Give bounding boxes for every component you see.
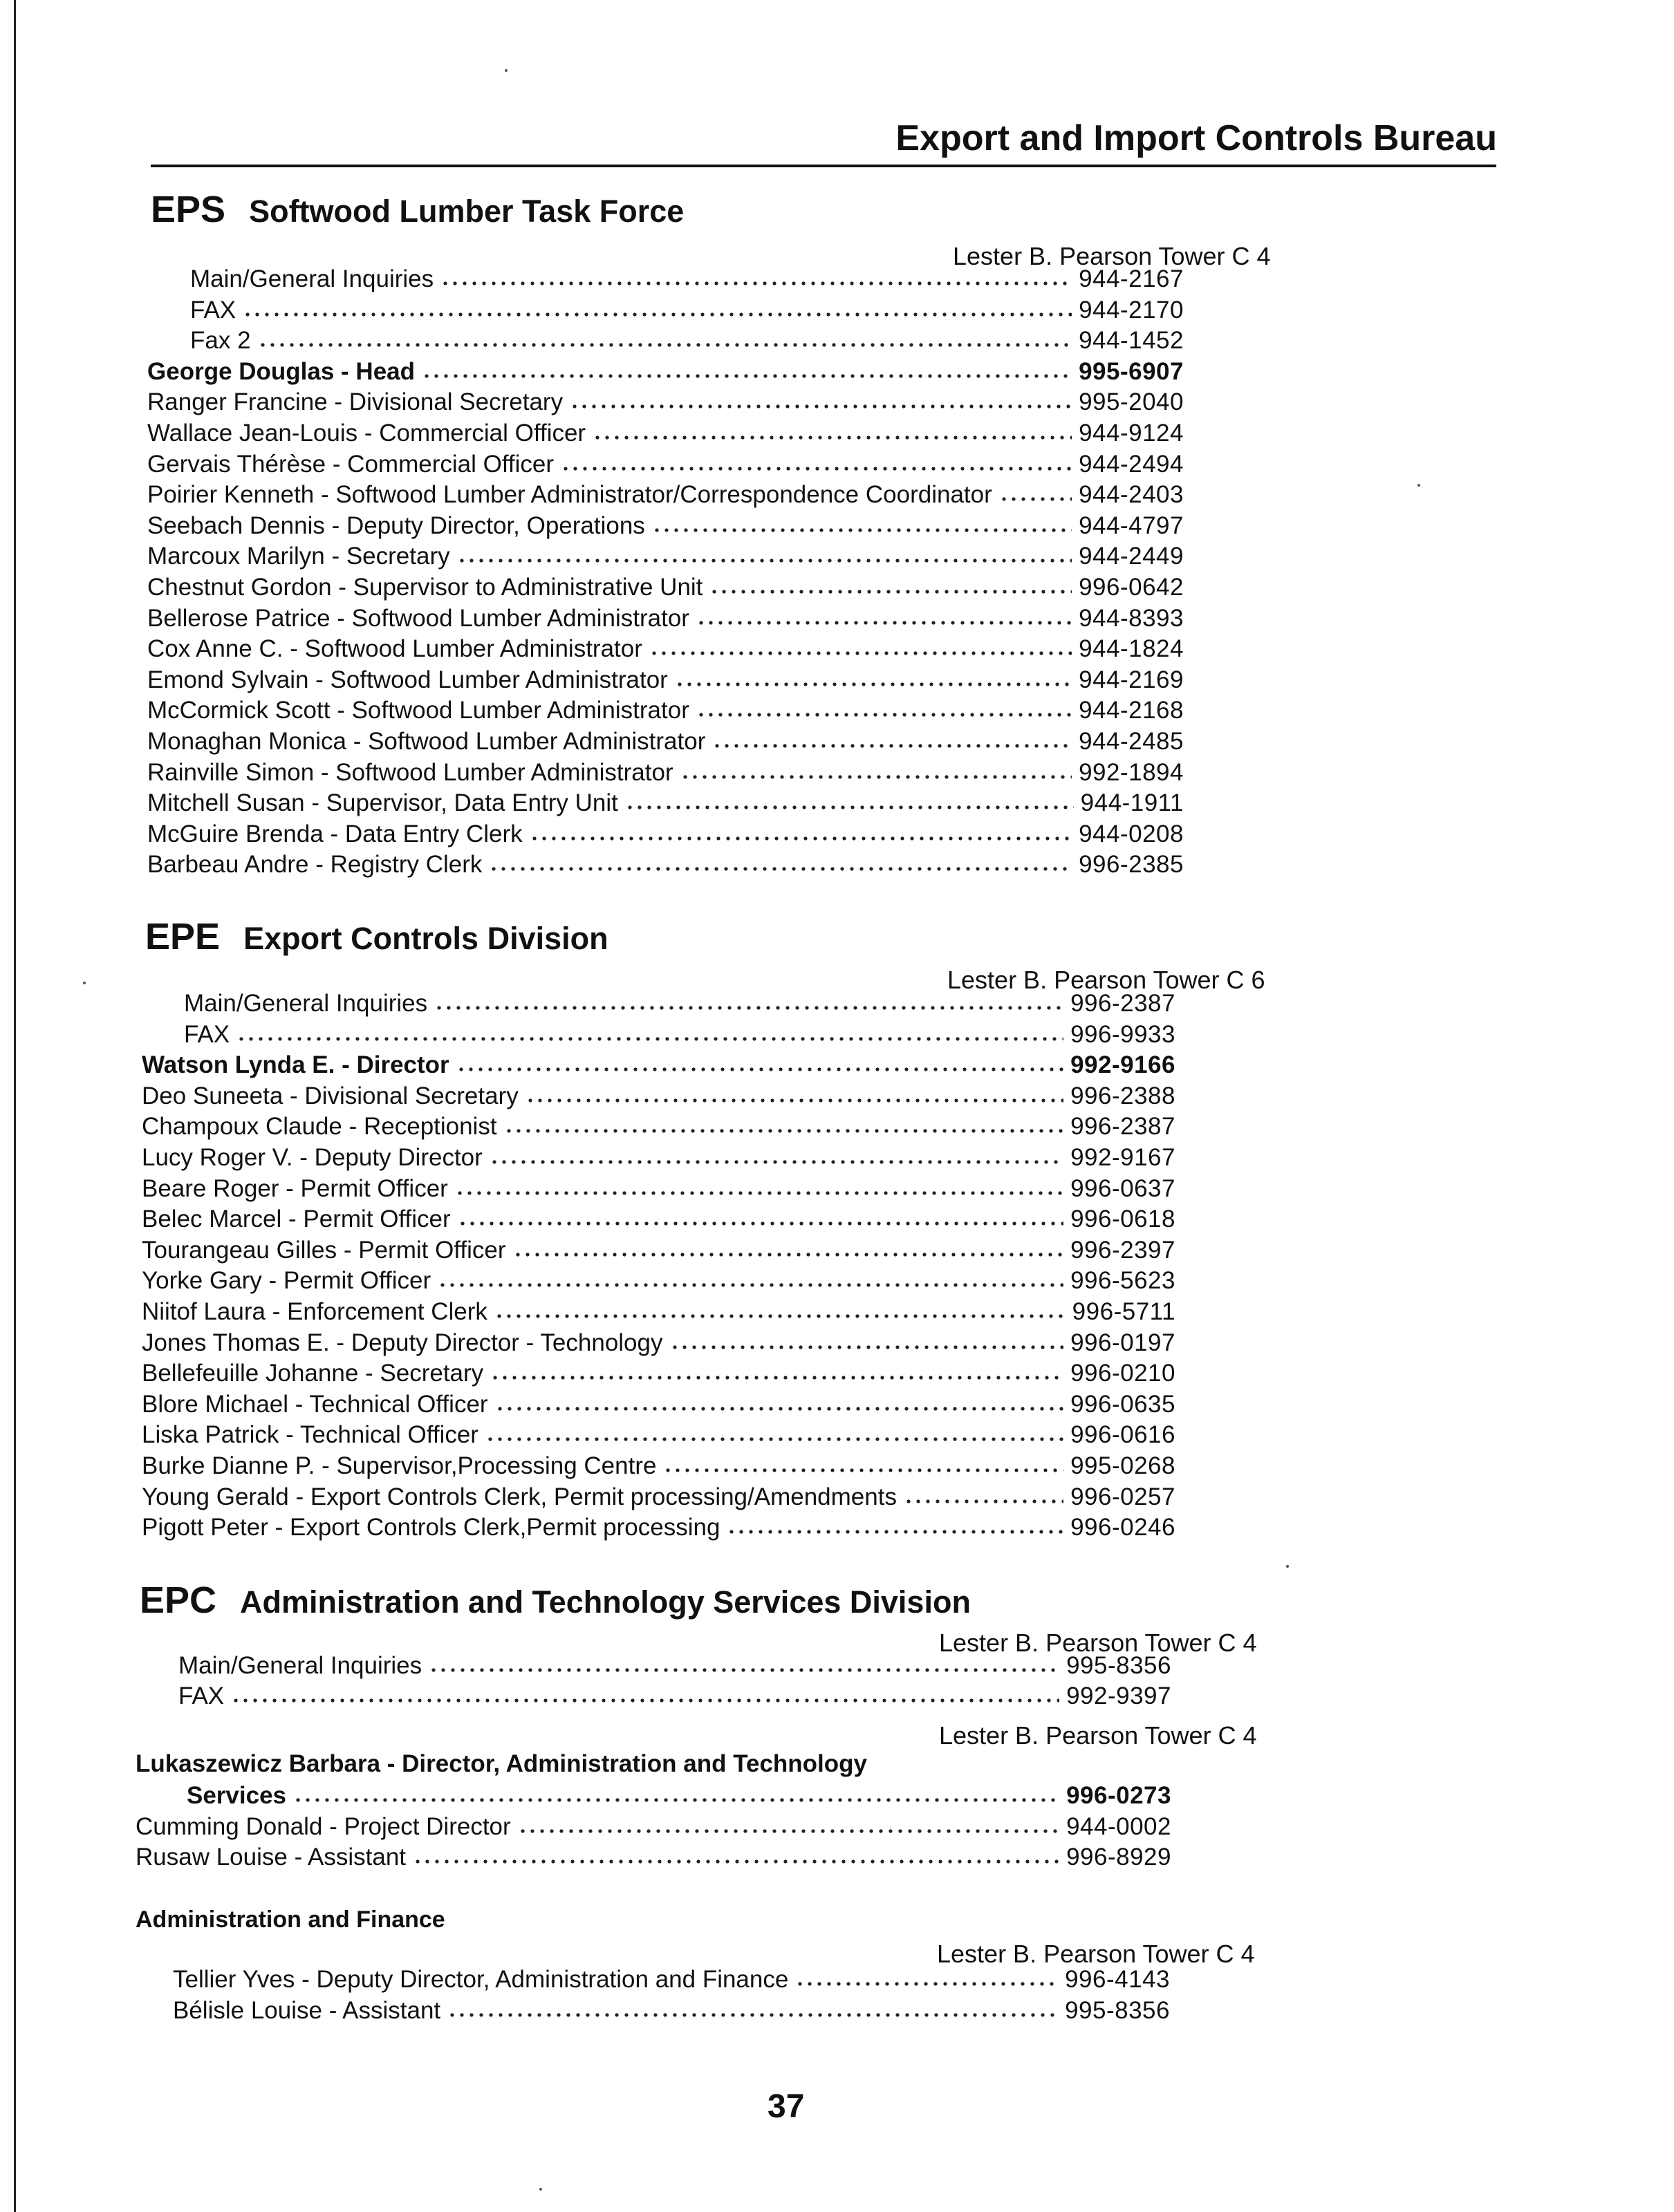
entry-name: Champoux Claude - Receptionist	[142, 1113, 497, 1141]
section-code: EPE	[145, 916, 221, 957]
entry-name: Beare Roger - Permit Officer	[142, 1174, 448, 1202]
dot-leader	[680, 772, 1072, 782]
directory-entry	[190, 294, 1184, 324]
directory-entry	[142, 1418, 1175, 1449]
entry-phone: 944-2169	[1079, 666, 1184, 693]
entry-phone: 996-0618	[1070, 1206, 1175, 1233]
entry-phone: 996-2385	[1079, 851, 1184, 879]
entry-name: Main/General Inquiries	[190, 265, 434, 292]
directory-entry	[147, 386, 1184, 416]
entry-phone: 996-2387	[1070, 990, 1175, 1017]
entry-name: Jones Thomas E. - Deputy Director - Technology	[142, 1329, 663, 1356]
entry-phone: 944-0002	[1066, 1812, 1171, 1840]
entry-name: Marcoux Marilyn - Secretary	[147, 543, 450, 570]
entry-name: Burke Dianne P. - Supervisor,Processing Centre	[142, 1452, 657, 1479]
entry-name: Liska Patrick - Technical Officer	[142, 1421, 478, 1449]
directory-entry	[184, 1018, 1175, 1049]
dot-leader	[518, 1826, 1059, 1836]
entry-name: Services	[187, 1782, 287, 1809]
entry-name: Young Gerald - Export Controls Clerk, Permit processing/Amendments	[142, 1483, 897, 1510]
dot-leader	[696, 618, 1072, 628]
dot-leader	[455, 1188, 1063, 1198]
page-number: 37	[768, 2088, 805, 2125]
dot-leader	[712, 741, 1072, 751]
section-title: Administration and Technology Services Division	[240, 1584, 971, 1620]
entry-name: Blore Michael - Technical Officer	[142, 1390, 488, 1418]
entry-phone: 996-2388	[1070, 1082, 1175, 1109]
entry-name: Main/General Inquiries	[178, 1652, 422, 1679]
dot-leader	[447, 2010, 1058, 2020]
entry-name: Rainville Simon - Softwood Lumber Administrator	[147, 758, 673, 786]
directory-entry	[147, 417, 1184, 447]
entry-phone: 996-0637	[1070, 1174, 1175, 1202]
entry-name: Monaghan Monica - Softwood Lumber Administrator	[147, 728, 706, 755]
entry-name: Poirier Kenneth - Softwood Lumber Administrator/Correspondence Coordinator	[147, 481, 992, 509]
directory-entry	[147, 448, 1184, 478]
directory-entry	[147, 571, 1184, 601]
directory-entry	[142, 1172, 1175, 1203]
subsection-heading-admin-finance: Administration and Finance	[136, 1906, 445, 1933]
entry-phone: 996-0273	[1066, 1782, 1171, 1809]
dot-leader	[625, 803, 1074, 812]
directory-entry	[147, 540, 1184, 570]
directory-entry	[147, 664, 1184, 694]
entry-phone: 995-0268	[1070, 1452, 1175, 1479]
entry-phone: 944-2403	[1079, 481, 1184, 509]
directory-entry	[178, 1680, 1171, 1710]
dot-leader	[422, 371, 1072, 381]
directory-entry	[184, 987, 1175, 1018]
section-heading-eps	[151, 188, 684, 231]
location-admin-finance: Lester B. Pearson Tower C 4	[937, 1940, 1255, 1968]
directory-entry	[136, 1841, 1171, 1871]
dot-leader	[526, 1096, 1063, 1105]
dot-leader	[489, 864, 1072, 874]
dot-leader	[570, 402, 1072, 411]
entry-name: Chestnut Gordon - Supervisor to Administrative Unit	[147, 574, 703, 601]
entry-name: Gervais Thérèse - Commercial Officer	[147, 450, 555, 478]
entry-phone: 996-5711	[1072, 1298, 1175, 1325]
dot-leader	[561, 464, 1072, 474]
dot-leader	[494, 1311, 1066, 1321]
entry-phone: 944-2485	[1079, 728, 1184, 755]
entry-phone: 944-2168	[1079, 697, 1184, 724]
scan-speck	[505, 69, 508, 72]
dot-leader	[593, 433, 1072, 442]
entry-phone: 996-8929	[1066, 1844, 1171, 1871]
section-code: EPS	[151, 189, 226, 230]
entry-name: Ranger Francine - Divisional Secretary	[147, 388, 564, 416]
entry-phone: 944-2167	[1079, 265, 1184, 292]
entry-phone: 996-5623	[1070, 1267, 1175, 1295]
entry-name: Bellerose Patrice - Softwood Lumber Administrator	[147, 604, 689, 632]
entry-phone: 995-8356	[1066, 1652, 1171, 1679]
directory-entry	[147, 725, 1184, 756]
directory-entry	[147, 756, 1184, 787]
dot-leader	[438, 1280, 1063, 1290]
dot-leader	[696, 710, 1072, 720]
entry-name: McCormick Scott - Softwood Lumber Administrator	[147, 697, 689, 724]
dot-leader	[231, 1696, 1059, 1705]
entry-phone: 944-2170	[1079, 296, 1184, 324]
directory-entry	[187, 1779, 1171, 1810]
entry-name: Belec Marcel - Permit Officer	[142, 1206, 451, 1233]
dot-leader	[458, 1219, 1063, 1228]
entry-phone: 944-8393	[1079, 604, 1184, 632]
dot-leader	[795, 1979, 1058, 1989]
location-epc: Lester B. Pearson Tower C 4	[939, 1629, 1257, 1657]
director-line: Lukaszewicz Barbara - Director, Administration and Technology	[136, 1750, 867, 1777]
entry-phone: 996-0197	[1070, 1329, 1175, 1356]
directory-entry	[142, 1357, 1175, 1387]
dot-leader	[727, 1527, 1063, 1537]
directory-entry	[136, 1810, 1171, 1841]
dot-leader	[456, 1065, 1063, 1074]
entry-name: Emond Sylvain - Softwood Lumber Administrator	[147, 666, 668, 693]
entry-phone: 944-0208	[1079, 820, 1184, 847]
entry-phone: 992-1894	[1079, 758, 1184, 786]
directory-entry	[147, 632, 1184, 663]
dot-leader	[429, 1665, 1059, 1675]
dot-leader	[530, 834, 1072, 843]
directory-entry	[142, 1450, 1175, 1480]
section-heading-epc	[140, 1579, 971, 1622]
entry-name: Wallace Jean-Louis - Commercial Officer	[147, 420, 586, 447]
section-code: EPC	[140, 1580, 217, 1621]
bureau-title: Export and Import Controls Bureau	[895, 118, 1497, 158]
entry-name: Deo Suneeta - Divisional Secretary	[142, 1082, 519, 1109]
location-epc-2: Lester B. Pearson Tower C 4	[939, 1721, 1257, 1750]
dot-leader	[504, 1126, 1063, 1136]
entry-phone: 996-0257	[1070, 1483, 1175, 1510]
dot-leader	[709, 587, 1072, 597]
section-title: Softwood Lumber Task Force	[249, 194, 685, 229]
scan-edge-line	[14, 0, 16, 2212]
directory-entry	[142, 1234, 1175, 1264]
entry-phone: 996-0210	[1070, 1360, 1175, 1387]
directory-entry	[142, 1264, 1175, 1295]
entry-name: Mitchell Susan - Supervisor, Data Entry Unit	[147, 789, 618, 817]
entry-phone: 944-2449	[1079, 543, 1184, 570]
entry-phone: 996-4143	[1065, 1966, 1170, 1993]
directory-entry	[142, 1511, 1175, 1541]
dot-leader	[649, 648, 1072, 658]
dot-leader	[293, 1795, 1059, 1805]
directory-entry	[173, 1994, 1170, 2025]
entry-phone: 996-2387	[1070, 1113, 1175, 1141]
directory-entry	[142, 1141, 1175, 1172]
entry-phone: 944-4797	[1079, 512, 1184, 539]
entry-phone: 996-0246	[1070, 1514, 1175, 1541]
scan-speck	[1417, 484, 1420, 487]
entry-name: Cumming Donald - Project Director	[136, 1812, 511, 1840]
entry-phone: 996-0635	[1070, 1390, 1175, 1418]
dot-leader	[236, 1034, 1063, 1044]
directory-entry	[142, 1327, 1175, 1357]
entry-phone: 995-2040	[1079, 388, 1184, 416]
entry-name: Tourangeau Gilles - Permit Officer	[142, 1236, 506, 1264]
scan-speck	[539, 2188, 542, 2191]
dot-leader	[258, 340, 1072, 350]
directory-entry	[147, 509, 1184, 540]
dot-leader	[457, 556, 1072, 565]
section-heading-epe	[145, 915, 608, 958]
entry-name: Pigott Peter - Export Controls Clerk,Permit processing	[142, 1514, 720, 1541]
entry-phone: 995-8356	[1065, 1996, 1170, 2024]
dot-leader	[904, 1497, 1063, 1506]
directory-entry	[147, 602, 1184, 632]
directory-entry	[147, 818, 1184, 848]
entry-name: Yorke Gary - Permit Officer	[142, 1267, 431, 1295]
entry-name: FAX	[178, 1683, 225, 1709]
entry-phone: 996-0616	[1070, 1421, 1175, 1449]
directory-entry	[142, 1481, 1175, 1511]
dot-leader	[440, 279, 1072, 288]
header-rule	[151, 165, 1496, 167]
directory-entry	[178, 1649, 1171, 1680]
directory-entry	[142, 1049, 1175, 1079]
location-eps: Lester B. Pearson Tower C 4	[953, 242, 1271, 270]
entry-phone: 992-9397	[1066, 1683, 1171, 1709]
entry-phone: 944-1824	[1079, 635, 1184, 663]
entry-phone: 944-9124	[1079, 420, 1184, 447]
dot-leader	[434, 1003, 1063, 1013]
entry-phone: 992-9167	[1070, 1144, 1175, 1171]
entry-name: George Douglas - Head	[147, 357, 416, 385]
entry-name: Watson Lynda E. - Director	[142, 1051, 449, 1079]
directory-entry	[190, 263, 1184, 293]
entry-phone: 992-9166	[1070, 1051, 1175, 1079]
dot-leader	[663, 1465, 1063, 1475]
entry-name: Lucy Roger V. - Deputy Director	[142, 1144, 483, 1171]
directory-entry	[142, 1080, 1175, 1110]
scan-speck	[1286, 1565, 1289, 1568]
entry-name: McGuire Brenda - Data Entry Clerk	[147, 820, 523, 847]
dot-leader	[652, 525, 1072, 535]
directory-entry	[142, 1295, 1175, 1326]
entry-phone: 944-1911	[1080, 789, 1184, 817]
dot-leader	[513, 1250, 1064, 1259]
entry-name: Barbeau Andre - Registry Clerk	[147, 851, 483, 879]
section-title: Export Controls Division	[243, 921, 608, 956]
entry-name: FAX	[184, 1020, 230, 1048]
dot-leader	[675, 679, 1072, 689]
directory-entry	[173, 1963, 1170, 1994]
dot-leader	[490, 1157, 1063, 1167]
directory-entry	[147, 848, 1184, 879]
directory-entry	[142, 1203, 1175, 1233]
entry-name: Fax 2	[190, 327, 251, 355]
dot-leader	[495, 1404, 1063, 1414]
directory-entry	[147, 478, 1184, 509]
directory-entry	[147, 694, 1184, 724]
entry-phone: 996-0642	[1079, 574, 1184, 601]
dot-leader	[490, 1373, 1063, 1382]
entry-phone: 996-9933	[1070, 1020, 1175, 1048]
entry-name: Niitof Laura - Enforcement Clerk	[142, 1298, 487, 1325]
location-epe: Lester B. Pearson Tower C 6	[947, 966, 1265, 994]
directory-entry	[147, 787, 1184, 817]
entry-name: Tellier Yves - Deputy Director, Administration and Finance	[173, 1966, 789, 1993]
dot-leader	[999, 494, 1072, 504]
entry-name: Main/General Inquiries	[184, 990, 428, 1017]
entry-name: FAX	[190, 296, 236, 324]
directory-entry	[147, 355, 1184, 386]
entry-phone: 996-2397	[1070, 1236, 1175, 1264]
entry-name: Rusaw Louise - Assistant	[136, 1844, 407, 1871]
entry-phone: 944-1452	[1079, 327, 1184, 355]
dot-leader	[413, 1857, 1059, 1866]
entry-name: Bellefeuille Johanne - Secretary	[142, 1360, 484, 1387]
entry-name: Bélisle Louise - Assistant	[173, 1996, 441, 2024]
dot-leader	[485, 1434, 1063, 1444]
entry-name: Seebach Dennis - Deputy Director, Operations	[147, 512, 645, 539]
directory-entry	[142, 1388, 1175, 1418]
scan-speck	[83, 982, 86, 984]
directory-entry	[190, 324, 1184, 355]
dot-leader	[670, 1342, 1064, 1352]
entry-phone: 995-6907	[1079, 357, 1184, 385]
entry-name: Cox Anne C. - Softwood Lumber Administrator	[147, 635, 642, 663]
directory-entry	[142, 1110, 1175, 1141]
entry-phone: 944-2494	[1079, 450, 1184, 478]
dot-leader	[243, 310, 1072, 319]
